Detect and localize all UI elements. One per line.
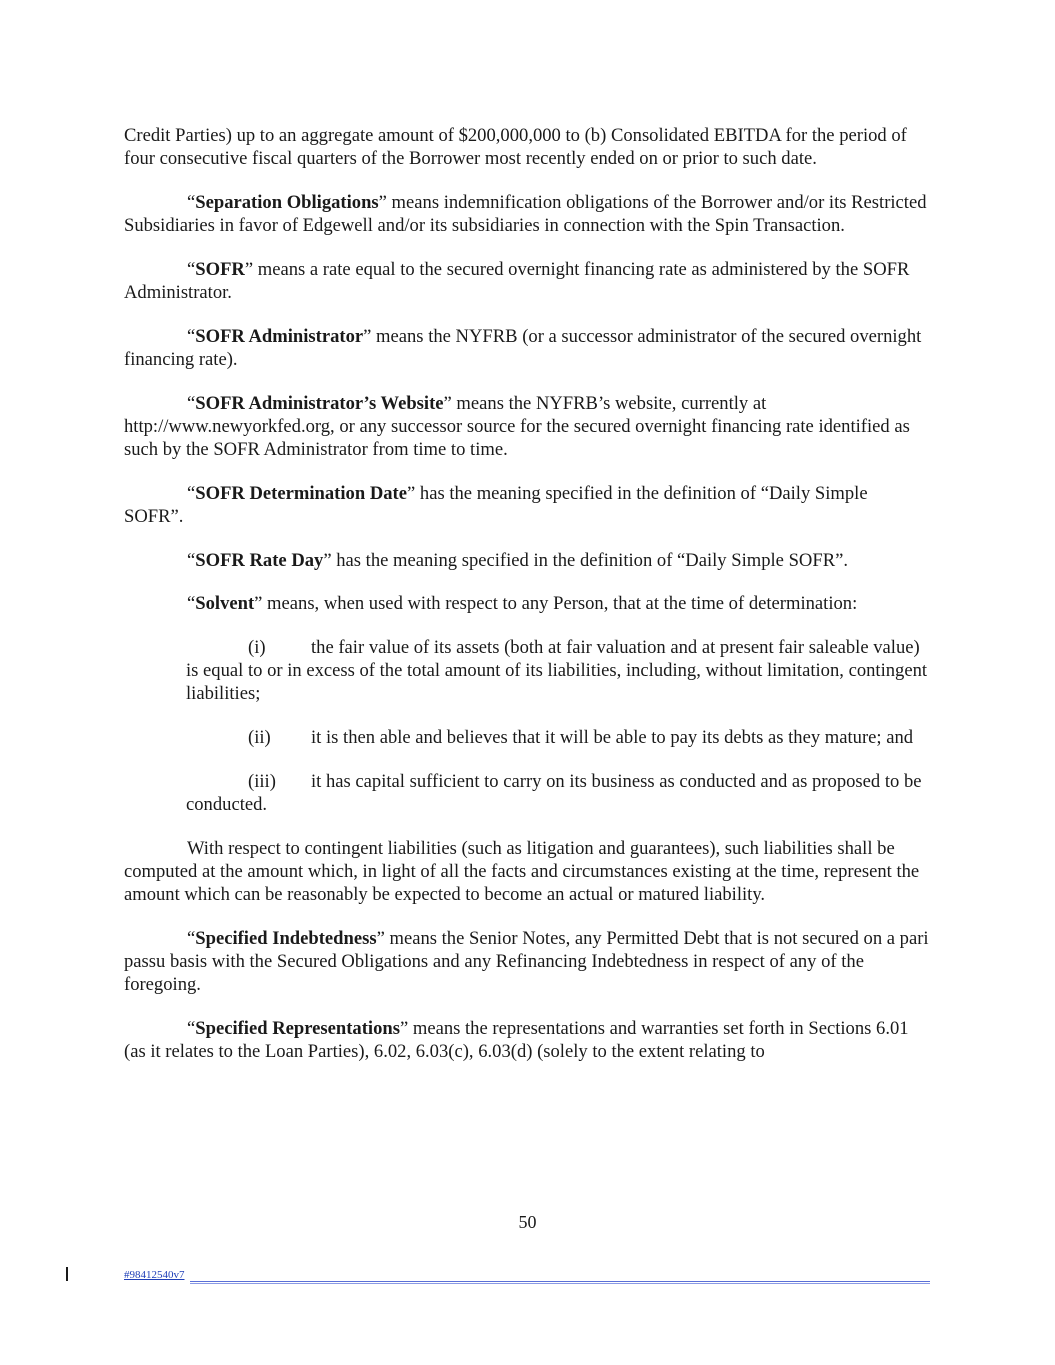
defined-term: Separation Obligations <box>195 191 379 213</box>
defined-term: SOFR <box>195 258 245 280</box>
definition-separation-obligations: “Separation Obligations” means indemnification obligations of the Borrower and/or its Restricted Subsidiaries in favor of Edgewell and/or its subsidiaries in connection with the Spin Transaction. <box>124 191 927 237</box>
definition-sofr: “SOFR” means a rate equal to the secured overnight financing rate as administered by the SOFR Administrator. <box>124 258 910 304</box>
definition-specified-indebtedness: “Specified Indebtedness” means the Senior Notes, any Permitted Debt that is not secured on a pari passu basis with the Secured Obligations and any Refinancing Indebtedness in respect of any of the foregoing. <box>124 927 929 996</box>
paragraph-contingent-liabilities: With respect to contingent liabilities (such as litigation and guarantees), such liabilities shall be computed at the amount which, in light of all the facts and circumstances existing at the time, represent the amount which can be reasonably be expected to become an actual or matured liability. <box>124 837 920 906</box>
defined-term: Specified Representations <box>195 1017 400 1039</box>
footer-rule <box>190 1281 930 1282</box>
defined-term: Solvent <box>195 593 255 615</box>
paragraph-continuation: Credit Parties) up to an aggregate amount of $200,000,000 to (b) Consolidated EBITDA for the period of four consecutive fiscal quarters of the Borrower most recently ended on or prior to such date. <box>124 125 907 170</box>
solvent-clause-iii: (iii) it has capital sufficient to carry on its business as conducted and as proposed to be conducted. <box>186 770 922 816</box>
defined-term: SOFR Rate Day <box>195 549 324 571</box>
clause-number: (ii) <box>248 727 271 749</box>
footer-rule-secondary <box>190 1283 930 1284</box>
definition-sofr-administrator: “SOFR Administrator” means the NYFRB (or a successor administrator of the secured overnight financing rate). <box>124 325 922 370</box>
clause-number: (i) <box>248 637 266 659</box>
clause-number: (iii) <box>248 770 276 792</box>
solvent-clause-ii: (ii) it is then able and believes that it will be able to pay its debts as they mature; and <box>248 727 914 749</box>
change-bar <box>66 1267 68 1281</box>
definition-specified-representations: “Specified Representations” means the representations and warranties set forth in Sections 6.01 (as it relates to the Loan Parties), 6.02, 6.03(c), 6.03(d) (solely to the extent relating to <box>124 1017 909 1063</box>
document-body <box>124 124 930 1084</box>
solvent-clause-i: (i) the fair value of its assets (both at fair valuation and at present fair saleable value) is equal to or in excess of the total amount of its liabilities, including, without limitation, contingent liabilities; <box>186 637 928 705</box>
document-id: #98412540v7 <box>124 1269 185 1281</box>
defined-term: Specified Indebtedness <box>195 927 377 949</box>
defined-term: SOFR Administrator <box>195 325 364 347</box>
defined-term: SOFR Administrator’s Website <box>195 392 444 414</box>
page-number: 50 <box>518 1212 537 1232</box>
definition-solvent: “Solvent” means, when used with respect to any Person, that at the time of determination: <box>187 593 858 615</box>
definition-sofr-determination-date: “SOFR Determination Date” has the meaning specified in the definition of “Daily Simple SOFR”. <box>124 482 868 527</box>
definition-sofr-rate-day: “SOFR Rate Day” has the meaning specified in the definition of “Daily Simple SOFR”. <box>187 549 848 571</box>
definition-sofr-administrator-website: “SOFR Administrator’s Website” means the NYFRB’s website, currently at http://www.newyorkfed.org, or any successor source for the secured overnight financing rate identified as such by the SOFR Administrator from time to time. <box>124 392 910 461</box>
defined-term: SOFR Determination Date <box>195 482 407 504</box>
